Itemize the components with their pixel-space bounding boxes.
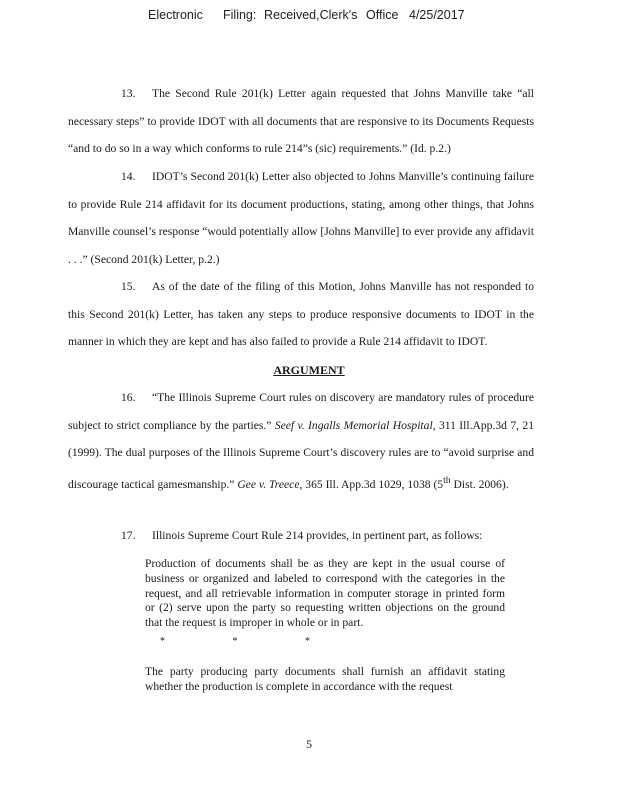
paragraph-17 [68,522,534,550]
paragraph-number: 14. [121,170,136,183]
star-mark: * [232,636,238,647]
paragraph-number: 15. [121,280,136,293]
paragraph-text-a: “The Illinois Supreme Court rules on discovery are mandatory rules of procedure subject to strict compliance by the parties.” [68,391,534,432]
paragraph-text-b: 311 Ill.App.3d 7, 21 (1999). The dual purposes of the Illinois Supreme Court’s discovery rules are to “avoid surprise and discourage tactical gamesmanship.” [68,418,534,491]
paragraph-13 [68,80,534,163]
page-number: 5 [306,737,312,751]
header-word-office: Office [366,8,399,22]
header-date: 4/25/2017 [409,8,465,22]
paragraph-15 [68,273,534,356]
paragraph-text: IDOT’s Second 201(k) Letter also objected to Johns Manville’s continuing failure to provide Rule 214 affidavit for its document productions, stating, among other things, that Johns Manville counsel’s response “would potentially allow [Johns Manville] to ever provide any affidavit . . .” (Second 201(k) Letter, p.2.) [68,170,535,266]
paragraph-text-c: 365 Ill. App.3d 1029, 1038 (5 [302,477,444,491]
argument-heading: ARGUMENT [273,363,345,377]
paragraph-16 [68,384,534,498]
header-word-electronic: Electronic [148,8,203,22]
star-mark: * [305,636,310,647]
superscript-th: th [443,474,451,486]
star-mark: * [160,636,165,647]
paragraph-text-d: Dist. 2006). [450,477,509,491]
header-word-filing: Filing: [223,8,257,22]
paragraph-number: 16. [121,391,136,404]
case-citation-seef: Seef v. Ingalls Memorial Hospital, [274,418,436,432]
paragraph-number: 17. [121,529,136,542]
paragraph-number: 13. [121,87,136,100]
paragraph-text: Illinois Supreme Court Rule 214 provides, in pertinent part, as follows: [152,529,483,542]
paragraph-14 [68,163,534,273]
header-word-received-clerks: Received,Clerk's [264,8,358,22]
quote-block-1: Production of documents shall be as they are kept in the usual course of business or organized and labeled to correspond with the categories in the request, and all retrievable information in computer storage in printed form or (2) serve upon the party so requesting written objections on the ground that the request is improper in whole or in part. [145,557,505,630]
quote-block-2: The party producing party documents shall furnish an affidavit stating whether the production is complete in accordance with the request [145,665,505,693]
paragraph-text: As of the date of the filing of this Motion, Johns Manville has not responded to this Second 201(k) Letter, has taken any steps to produce responsive documents to IDOT in the manner in which they are kept and has also failed to provide a Rule 214 affidavit to IDOT. [68,280,534,348]
paragraph-text: The Second Rule 201(k) Letter again requested that Johns Manville take “all necessary steps” to provide IDOT with all documents that are responsive to its Documents Requests “and to do so in a way which conforms to rule 214”s (sic) requirements.” (Id. p.2.) [68,87,534,155]
case-citation-gee: Gee v. Treece, [237,477,303,491]
ellipsis-stars [160,636,310,647]
